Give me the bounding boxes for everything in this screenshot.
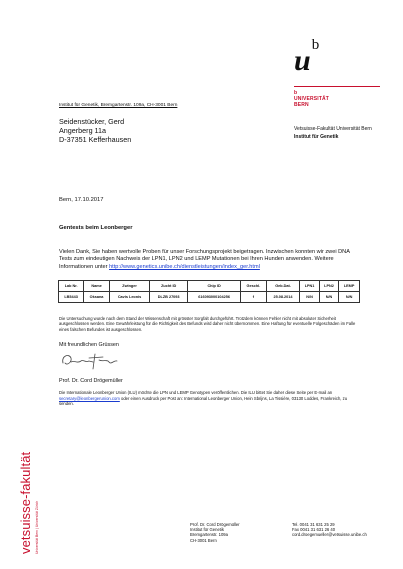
institute-name: Institut für Genetik [294, 133, 339, 140]
recipient-address [59, 117, 131, 144]
ilu-text-after: oder einen Ausdruck per Post an: International Leonberger Union, Hein Sbrijns, La Tissière, 03130 Loddes, Frankreich, zu senden. [59, 395, 348, 407]
table-cell: N/N [319, 292, 338, 303]
logo-rule [294, 86, 380, 87]
table-cell: N/N [339, 292, 360, 303]
vetsuisse-wordmark: vetsuisse-fakultät [18, 451, 33, 554]
footer-fax: Fax 0041 31 631 26 40 [292, 527, 336, 533]
table-header: Name [84, 281, 110, 292]
ilu-paragraph [59, 390, 361, 407]
recipient-name: Seidenstücker, Gerd [59, 117, 125, 126]
sender-address-line: Institut für Genetik, Bremgartenstr. 109a, CH-3001 Bern [59, 103, 178, 108]
disclaimer-paragraph: Die Untersuchung wurde nach dem Stand der Wissenschaft mit grösster Sorgfalt durchgeführt. Trotzdem können Fehler nicht mit absoluter Sicherheit ausgeschlossen werden. Eine Gewährleistung für die Richtigkeit des Befunds wird daher nicht übernommen. Eine Haftung für eventuelle Folgeschäden im Falle eines falschen Befundes ist ausgeschlossen. [59, 316, 356, 332]
footer-line: CH-3001 Bern [190, 537, 217, 543]
table-cell: Oksana [84, 292, 110, 303]
table-cell: f [241, 292, 267, 303]
table-header: Geb.Dat. [266, 281, 300, 292]
table-header: Zwinger [109, 281, 149, 292]
closing-greeting: Mit freundlichen Grüssen [59, 342, 119, 348]
footer-line: Prof. Dr. Cord Drögemüller [190, 522, 240, 527]
handwritten-signature [59, 350, 121, 372]
vetsuisse-side-brand [17, 378, 47, 554]
recipient-street: Angerberg 11a [59, 126, 107, 135]
table-header: Lab Nr. [59, 281, 84, 292]
university-logo-text: b UNIVERSITÄT BERN [294, 90, 329, 108]
intro-text: Vielen Dank, Sie haben wertvolle Proben für unser Forschungsprojekt beigetragen. Inzwischen konnten wir zwei DNA Tests zum eindeutigen Nachweis der LPN1, LPN2 und LEMP Mutationen bei Ihren Hunden anwenden. Weitere Informationen unter [59, 249, 350, 270]
table-header: Chip ID [188, 281, 241, 292]
footer-phone: Tel. 0041 31 631 25 29 [292, 522, 335, 527]
footer-line: Bremgartenstr. 109a [190, 532, 228, 538]
ilu-text-before: Die Internationale Leonberger Union (ILU) möchte die LPN und LEMP Genotypen veröffentlichen. Die ILU bittet Sie daher diese Seite per E-mail an [59, 390, 333, 395]
table-cell: LB5443 [59, 292, 84, 303]
letter-date: Bern, 17.10.2017 [59, 197, 104, 203]
results-table [58, 280, 360, 303]
table-header-row [59, 281, 360, 292]
table-header: LEMP [339, 281, 360, 292]
table-header: LPN2 [319, 281, 338, 292]
faculty-block [294, 126, 372, 141]
table-cell: Cavis Leonis [109, 292, 149, 303]
table-cell: 616093000104256 [188, 292, 241, 303]
faculty-name: Vetsuisse-Fakultät Universität Bern [294, 126, 372, 132]
ilu-email-link[interactable]: secretary@leonbergerunion.com [59, 395, 120, 401]
table-header: LPN1 [300, 281, 319, 292]
table-header: Geschl. [241, 281, 267, 292]
genetics-info-link[interactable]: http://www.genetics.unibe.ch/dienstleistungen/index_ger.html [109, 263, 260, 270]
table-cell: DLZB 27093 [150, 292, 188, 303]
vetsuisse-universities: Universität Bern | Universität Zürich [35, 500, 39, 554]
footer-contact [292, 522, 367, 538]
table-row [59, 292, 360, 303]
footer-line: Institut für Genetik [190, 527, 224, 533]
university-logo-mark: $u^b$ [294, 37, 320, 77]
table-cell: N/N [300, 292, 319, 303]
footer-address [190, 522, 240, 543]
footer-email[interactable]: cord.droegemueller@vetsuisse.unibe.ch [292, 532, 367, 538]
intro-paragraph [59, 249, 359, 271]
table-cell: 25.08.2014 [266, 292, 300, 303]
signer-name: Prof. Dr. Cord Drögemüller [59, 378, 123, 384]
table-header: Zucht ID [150, 281, 188, 292]
recipient-city: D-37351 Kefferhausen [59, 135, 132, 144]
letter-subject: Gentests beim Leonberger [59, 225, 133, 231]
